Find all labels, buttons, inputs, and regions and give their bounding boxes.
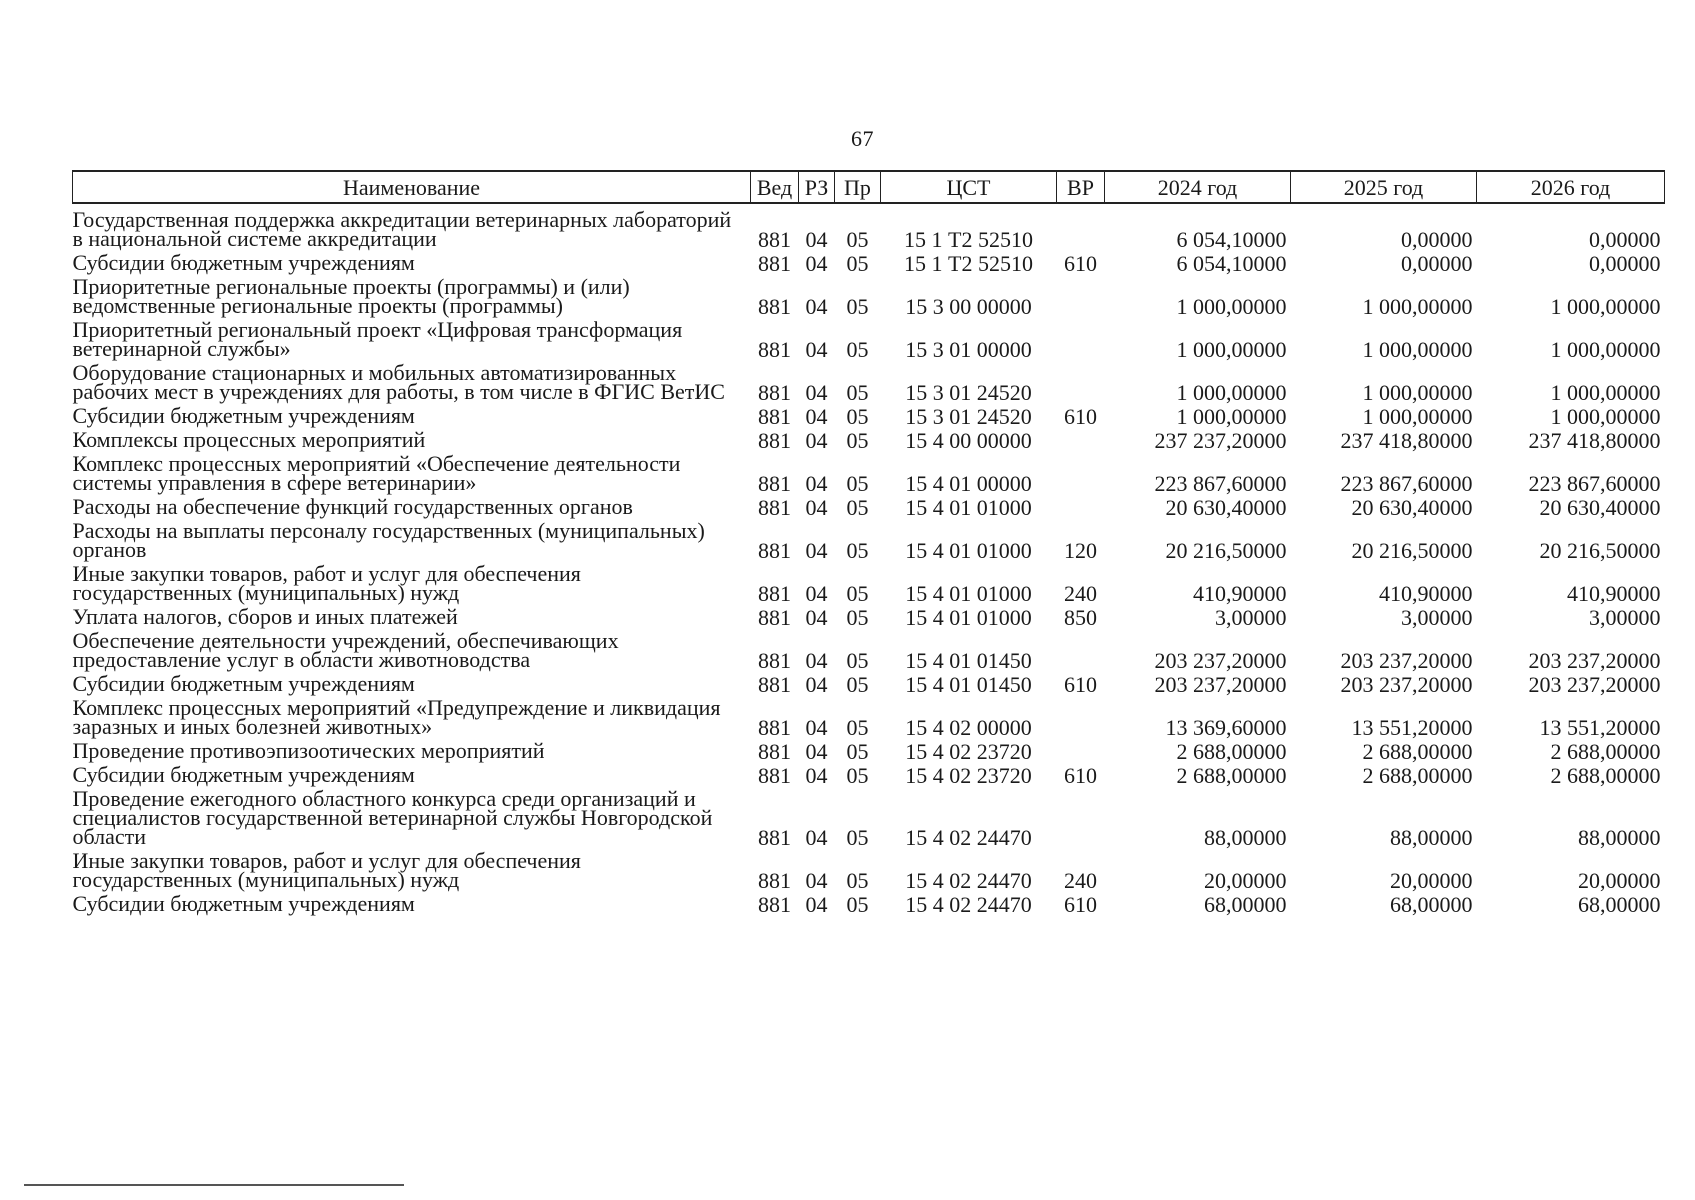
row-vr — [1057, 494, 1105, 518]
row-rz: 04 — [805, 538, 828, 563]
row-rz: 04 — [805, 495, 828, 520]
table-row — [73, 203, 1665, 250]
row-cst: 15 4 01 01000 — [905, 538, 1032, 563]
footer-rule — [24, 1184, 404, 1186]
row-cst: 15 4 02 23720 — [905, 739, 1032, 764]
header-name: Наименование — [73, 171, 751, 203]
row-value-2026: 410,90000 — [1567, 581, 1661, 606]
row-value-2025: 68,00000 — [1390, 892, 1473, 917]
row-value-2024: 88,00000 — [1204, 825, 1287, 850]
row-value-2024: 3,00000 — [1215, 605, 1287, 630]
table-row — [73, 628, 1665, 671]
row-ved: 881 — [758, 892, 791, 917]
row-pr: 05 — [846, 471, 869, 496]
row-rz: 04 — [805, 892, 828, 917]
table-row — [73, 360, 1665, 403]
row-value-2025: 0,00000 — [1401, 251, 1473, 276]
row-cst: 15 4 01 01450 — [905, 648, 1032, 673]
row-value-2026: 20 216,50000 — [1539, 538, 1661, 563]
row-value-2025: 1 000,00000 — [1362, 404, 1473, 429]
row-ved: 881 — [758, 404, 791, 429]
row-pr: 05 — [846, 892, 869, 917]
row-ved: 881 — [758, 294, 791, 319]
row-value-2026: 20,00000 — [1578, 868, 1661, 893]
row-value-2024: 237 237,20000 — [1154, 428, 1287, 453]
row-value-2025: 20,00000 — [1390, 868, 1473, 893]
row-cst: 15 3 01 24520 — [905, 404, 1032, 429]
row-name: Комплекс процессных мероприятий «Обеспечение деятельности системы управления в сфере ветеринарии» — [72, 451, 681, 495]
row-rz: 04 — [805, 648, 828, 673]
row-cst: 15 1 Т2 52510 — [904, 251, 1033, 276]
row-name: Государственная поддержка аккредитации ветеринарных лабораторий в национальной системе аккредитации — [72, 207, 732, 251]
row-ved: 881 — [758, 739, 791, 764]
row-pr: 05 — [846, 294, 869, 319]
row-name: Комплексы процессных мероприятий — [72, 427, 426, 452]
table-header-row — [73, 171, 1665, 203]
row-ved: 881 — [758, 648, 791, 673]
row-name: Уплата налогов, сборов и иных платежей — [72, 604, 458, 629]
row-rz: 04 — [805, 672, 828, 697]
row-value-2026: 3,00000 — [1589, 605, 1661, 630]
table-row — [73, 671, 1665, 695]
row-ved: 881 — [758, 380, 791, 405]
row-rz: 04 — [805, 763, 828, 788]
row-value-2024: 6 054,10000 — [1176, 227, 1287, 252]
table-body — [73, 203, 1665, 915]
header-vr: ВР — [1057, 171, 1105, 203]
row-value-2025: 3,00000 — [1401, 605, 1473, 630]
header-2026: 2026 год — [1477, 171, 1665, 203]
table-row — [73, 891, 1665, 915]
row-cst: 15 4 00 00000 — [905, 428, 1032, 453]
row-value-2025: 2 688,00000 — [1362, 763, 1473, 788]
row-value-2024: 1 000,00000 — [1176, 337, 1287, 362]
row-rz: 04 — [805, 251, 828, 276]
row-cst: 15 4 02 23720 — [905, 763, 1032, 788]
row-cst: 15 4 01 00000 — [905, 471, 1032, 496]
row-ved: 881 — [758, 715, 791, 740]
table-row — [73, 250, 1665, 274]
row-rz: 04 — [805, 581, 828, 606]
row-rz: 04 — [805, 294, 828, 319]
row-value-2024: 2 688,00000 — [1176, 739, 1287, 764]
row-pr: 05 — [846, 495, 869, 520]
row-value-2026: 1 000,00000 — [1550, 380, 1661, 405]
row-name: Субсидии бюджетным учреждениям — [72, 250, 415, 275]
table-row — [73, 494, 1665, 518]
row-value-2024: 13 369,60000 — [1165, 715, 1287, 740]
row-value-2025: 20 630,40000 — [1351, 495, 1473, 520]
row-name: Оборудование стационарных и мобильных автоматизированных рабочих мест в учреждениях для работы, в том числе в ФГИС ВетИС — [72, 360, 725, 404]
table-row — [73, 403, 1665, 427]
row-pr: 05 — [846, 672, 869, 697]
row-ved: 881 — [758, 495, 791, 520]
row-vr: 240 — [1064, 581, 1097, 606]
page-number: 67 — [851, 126, 874, 151]
row-vr — [1057, 360, 1105, 403]
row-value-2026: 2 688,00000 — [1550, 739, 1661, 764]
table-row — [73, 274, 1665, 317]
row-ved: 881 — [758, 672, 791, 697]
table-row — [73, 604, 1665, 628]
row-value-2024: 20 216,50000 — [1165, 538, 1287, 563]
row-value-2026: 237 418,80000 — [1528, 428, 1661, 453]
row-pr: 05 — [846, 251, 869, 276]
row-cst: 15 3 00 00000 — [905, 294, 1032, 319]
row-vr — [1057, 786, 1105, 848]
row-vr: 120 — [1064, 538, 1097, 563]
row-name: Субсидии бюджетным учреждениям — [72, 403, 415, 428]
row-rz: 04 — [805, 404, 828, 429]
table-row — [73, 695, 1665, 738]
row-cst: 15 4 02 24470 — [905, 868, 1032, 893]
row-name: Субсидии бюджетным учреждениям — [72, 671, 415, 696]
row-rz: 04 — [805, 605, 828, 630]
row-cst: 15 4 02 00000 — [905, 715, 1032, 740]
row-name: Субсидии бюджетным учреждениям — [72, 891, 415, 916]
row-pr: 05 — [846, 648, 869, 673]
row-vr: 610 — [1064, 892, 1097, 917]
row-value-2026: 2 688,00000 — [1550, 763, 1661, 788]
row-ved: 881 — [758, 471, 791, 496]
row-value-2025: 88,00000 — [1390, 825, 1473, 850]
row-value-2024: 20,00000 — [1204, 868, 1287, 893]
row-rz: 04 — [805, 380, 828, 405]
row-ved: 881 — [758, 605, 791, 630]
row-ved: 881 — [758, 251, 791, 276]
header-2025: 2025 год — [1291, 171, 1477, 203]
row-name: Расходы на обеспечение функций государственных органов — [72, 494, 633, 519]
table-row — [73, 427, 1665, 451]
row-cst: 15 4 02 24470 — [905, 892, 1032, 917]
header-rz: РЗ — [799, 171, 835, 203]
row-rz: 04 — [805, 715, 828, 740]
row-rz: 04 — [805, 868, 828, 893]
row-value-2026: 88,00000 — [1578, 825, 1661, 850]
row-value-2024: 20 630,40000 — [1165, 495, 1287, 520]
row-name: Комплекс процессных мероприятий «Предупреждение и ликвидация заразных и иных болезней животных» — [72, 695, 721, 739]
row-ved: 881 — [758, 581, 791, 606]
row-value-2025: 203 237,20000 — [1340, 648, 1473, 673]
row-value-2024: 410,90000 — [1193, 581, 1287, 606]
row-cst: 15 4 02 24470 — [905, 825, 1032, 850]
row-vr — [1057, 738, 1105, 762]
row-pr: 05 — [846, 337, 869, 362]
row-pr: 05 — [846, 538, 869, 563]
row-rz: 04 — [805, 428, 828, 453]
row-value-2025: 410,90000 — [1379, 581, 1473, 606]
row-pr: 05 — [846, 763, 869, 788]
row-value-2024: 1 000,00000 — [1176, 380, 1287, 405]
table-row — [73, 518, 1665, 561]
row-pr: 05 — [846, 581, 869, 606]
row-value-2026: 0,00000 — [1589, 251, 1661, 276]
row-name: Обеспечение деятельности учреждений, обеспечивающих предоставление услуг в области животноводства — [72, 628, 619, 672]
row-value-2024: 2 688,00000 — [1176, 763, 1287, 788]
row-vr — [1057, 317, 1105, 360]
table-row — [73, 317, 1665, 360]
row-value-2026: 0,00000 — [1589, 227, 1661, 252]
row-name: Проведение противоэпизоотических мероприятий — [72, 738, 545, 763]
row-vr — [1057, 451, 1105, 494]
row-pr: 05 — [846, 868, 869, 893]
row-pr: 05 — [846, 428, 869, 453]
row-name: Проведение ежегодного областного конкурса среди организаций и специалистов государственной ветеринарной службы Новгородской области — [72, 786, 713, 849]
row-vr: 610 — [1064, 251, 1097, 276]
header-cst: ЦСТ — [881, 171, 1057, 203]
row-vr: 610 — [1064, 763, 1097, 788]
row-vr — [1057, 203, 1105, 250]
row-pr: 05 — [846, 227, 869, 252]
row-rz: 04 — [805, 227, 828, 252]
budget-table — [72, 170, 1665, 915]
row-pr: 05 — [846, 605, 869, 630]
row-value-2026: 13 551,20000 — [1539, 715, 1661, 740]
row-name: Приоритетный региональный проект «Цифровая трансформация ветеринарной службы» — [72, 317, 683, 361]
row-cst: 15 1 Т2 52510 — [904, 227, 1033, 252]
row-value-2024: 203 237,20000 — [1154, 672, 1287, 697]
row-pr: 05 — [846, 825, 869, 850]
row-pr: 05 — [846, 715, 869, 740]
row-value-2025: 20 216,50000 — [1351, 538, 1473, 563]
row-cst: 15 3 01 00000 — [905, 337, 1032, 362]
row-name: Иные закупки товаров, работ и услуг для обеспечения государственных (муниципальных) нужд — [72, 561, 581, 605]
row-vr: 850 — [1064, 605, 1097, 630]
row-cst: 15 4 01 01000 — [905, 581, 1032, 606]
header-2024: 2024 год — [1105, 171, 1291, 203]
row-value-2024: 223 867,60000 — [1154, 471, 1287, 496]
row-ved: 881 — [758, 428, 791, 453]
row-ved: 881 — [758, 337, 791, 362]
row-value-2026: 68,00000 — [1578, 892, 1661, 917]
row-name: Приоритетные региональные проекты (программы) и (или) ведомственные региональные проекты (программы) — [72, 274, 630, 318]
row-vr: 240 — [1064, 868, 1097, 893]
row-value-2025: 0,00000 — [1401, 227, 1473, 252]
table-row — [73, 848, 1665, 891]
table-row — [73, 738, 1665, 762]
row-cst: 15 3 01 24520 — [905, 380, 1032, 405]
row-value-2026: 1 000,00000 — [1550, 337, 1661, 362]
header-ved: Вед — [751, 171, 799, 203]
row-value-2026: 1 000,00000 — [1550, 404, 1661, 429]
row-ved: 881 — [758, 227, 791, 252]
row-value-2025: 223 867,60000 — [1340, 471, 1473, 496]
row-value-2026: 223 867,60000 — [1528, 471, 1661, 496]
row-value-2025: 2 688,00000 — [1362, 739, 1473, 764]
row-value-2025: 1 000,00000 — [1362, 380, 1473, 405]
row-cst: 15 4 01 01000 — [905, 495, 1032, 520]
row-ved: 881 — [758, 825, 791, 850]
row-value-2025: 1 000,00000 — [1362, 337, 1473, 362]
row-value-2024: 6 054,10000 — [1176, 251, 1287, 276]
row-vr — [1057, 427, 1105, 451]
row-pr: 05 — [846, 739, 869, 764]
row-ved: 881 — [758, 538, 791, 563]
row-cst: 15 4 01 01450 — [905, 672, 1032, 697]
row-value-2024: 203 237,20000 — [1154, 648, 1287, 673]
row-rz: 04 — [805, 337, 828, 362]
row-value-2025: 237 418,80000 — [1340, 428, 1473, 453]
row-value-2026: 203 237,20000 — [1528, 648, 1661, 673]
row-rz: 04 — [805, 825, 828, 850]
row-value-2025: 203 237,20000 — [1340, 672, 1473, 697]
header-pr: Пр — [835, 171, 881, 203]
row-value-2024: 68,00000 — [1204, 892, 1287, 917]
row-value-2026: 203 237,20000 — [1528, 672, 1661, 697]
row-value-2024: 1 000,00000 — [1176, 404, 1287, 429]
row-pr: 05 — [846, 380, 869, 405]
table-row — [73, 762, 1665, 786]
row-vr — [1057, 628, 1105, 671]
row-pr: 05 — [846, 404, 869, 429]
row-vr — [1057, 274, 1105, 317]
table-row — [73, 786, 1665, 848]
row-vr: 610 — [1064, 672, 1097, 697]
row-rz: 04 — [805, 471, 828, 496]
row-value-2024: 1 000,00000 — [1176, 294, 1287, 319]
row-vr: 610 — [1064, 404, 1097, 429]
row-ved: 881 — [758, 763, 791, 788]
row-vr — [1057, 695, 1105, 738]
row-rz: 04 — [805, 739, 828, 764]
row-cst: 15 4 01 01000 — [905, 605, 1032, 630]
row-ved: 881 — [758, 868, 791, 893]
row-name: Иные закупки товаров, работ и услуг для обеспечения государственных (муниципальных) нужд — [72, 848, 581, 892]
row-value-2025: 13 551,20000 — [1351, 715, 1473, 740]
row-name: Расходы на выплаты персоналу государственных (муниципальных) органов — [72, 518, 705, 562]
table-row — [73, 451, 1665, 494]
row-value-2026: 20 630,40000 — [1539, 495, 1661, 520]
table-row — [73, 561, 1665, 604]
row-value-2026: 1 000,00000 — [1550, 294, 1661, 319]
row-name: Субсидии бюджетным учреждениям — [72, 762, 415, 787]
row-value-2025: 1 000,00000 — [1362, 294, 1473, 319]
